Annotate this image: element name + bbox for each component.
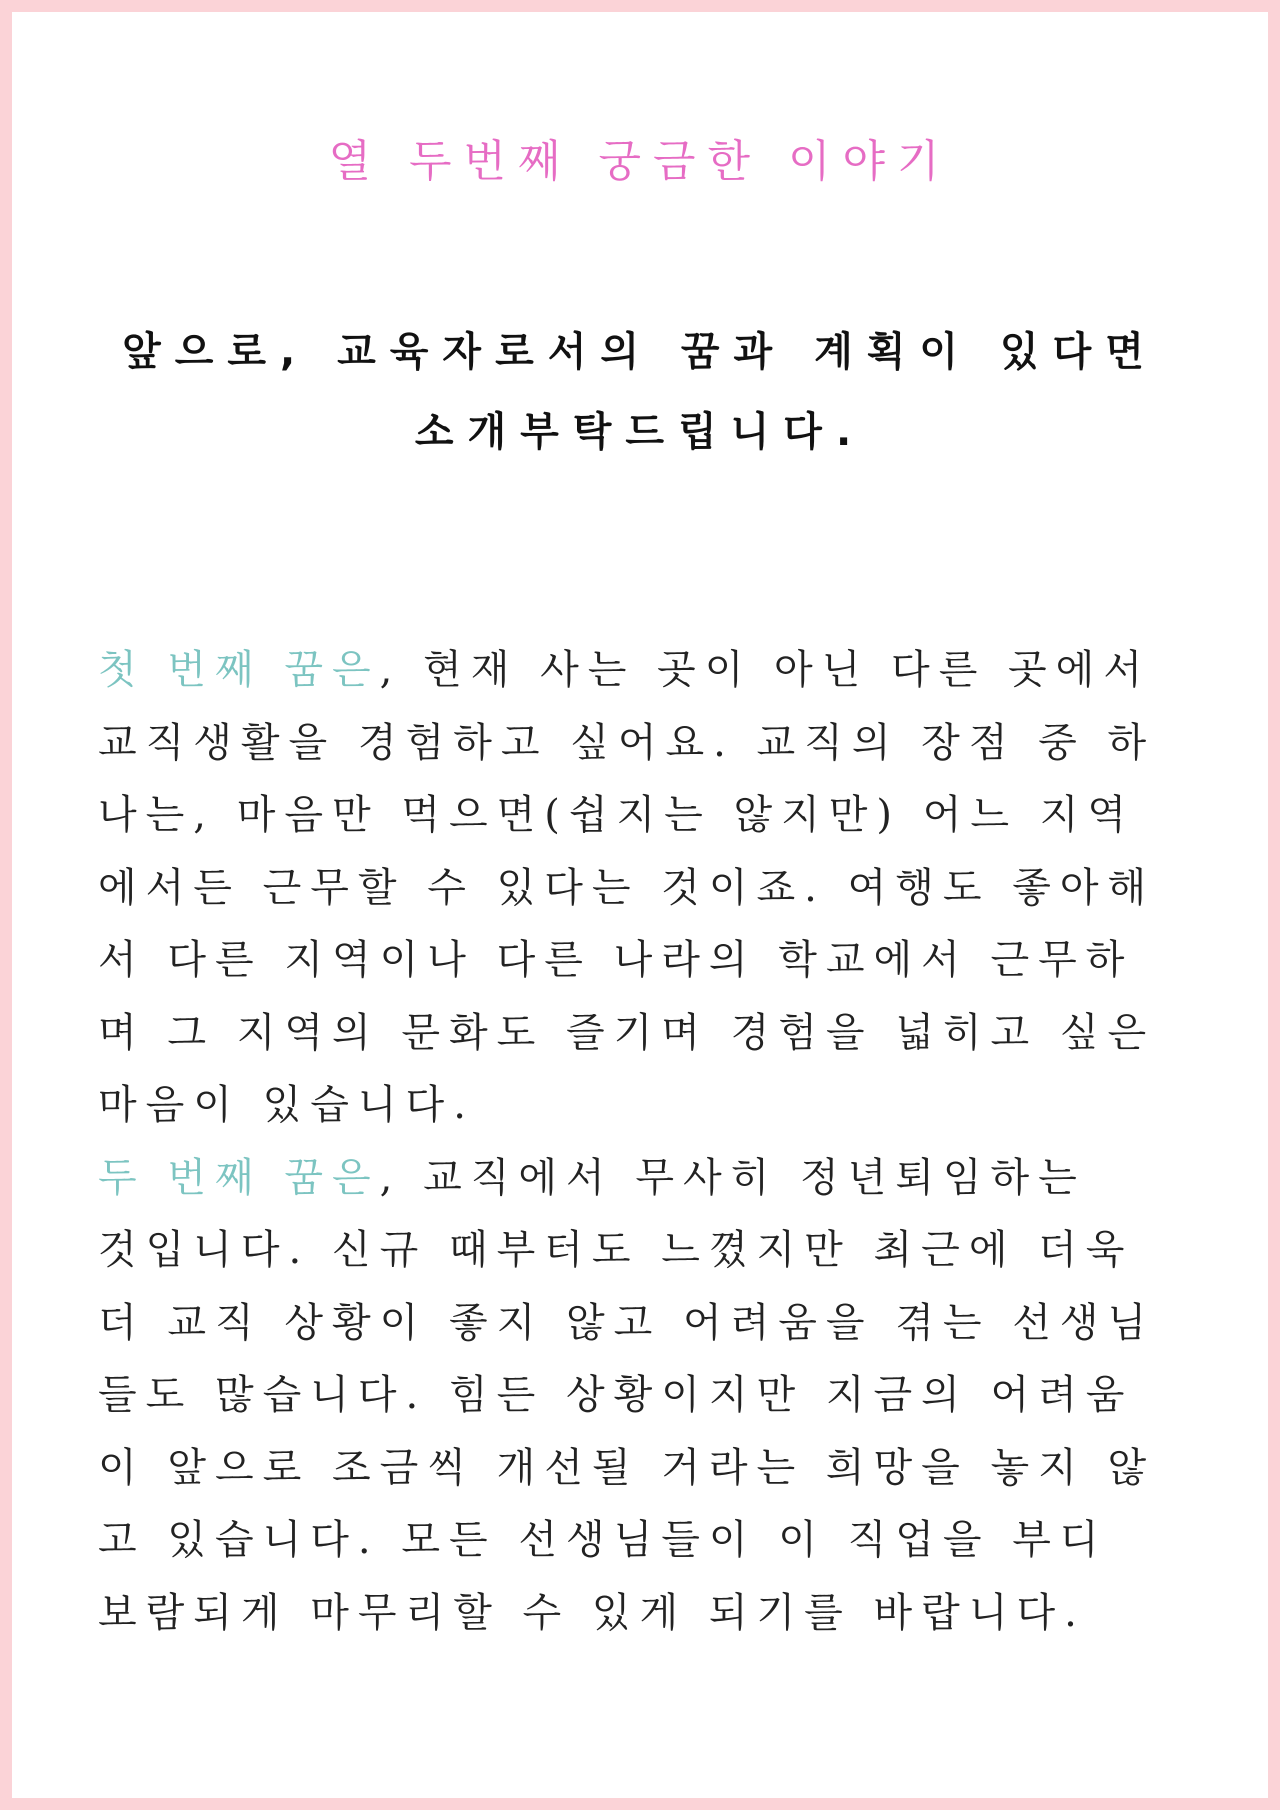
first-dream-label: 첫 번째 꿈은	[98, 647, 380, 693]
paragraph-2-line-3: 더 교직 상황이 좋지 않고 어려움을 겪는 선생님	[98, 1299, 1156, 1346]
paragraph-2-line-1-text: , 교직에서 무사히 정년퇴임하는	[379, 1154, 1086, 1201]
paragraph-1-line-6: 며 그 지역의 문화도 즐기며 경험을 넓히고 싶은	[98, 1009, 1156, 1056]
paragraph-1-line-4: 에서든 근무할 수 있다는 것이죠. 여행도 좋아해	[98, 864, 1156, 911]
paragraph-2-line-2: 것입니다. 신규 때부터도 느꼈지만 최근에 더욱	[98, 1227, 1134, 1273]
second-dream-label: 두 번째 꿈은	[98, 1154, 380, 1201]
paragraph-2-line-7: 보람되게 마무리할 수 있게 되기를 바랍니다.	[98, 1589, 1086, 1636]
paragraph-1-line-5: 서 다른 지역이나 다른 나라의 학교에서 근무하	[98, 937, 1134, 983]
paragraph-1-line-1-text: , 현재 사는 곳이 아닌 다른 곳에서	[379, 647, 1151, 693]
paragraph-1-line-2: 교직생활을 경험하고 싶어요. 교직의 장점 중 하	[98, 719, 1156, 766]
document-page	[12, 12, 1268, 1798]
answer-body	[98, 634, 1198, 1649]
paragraph-2-line-1	[98, 1142, 1198, 1215]
paragraph-1-line-7: 마음이 있습니다.	[98, 1082, 475, 1128]
question-heading	[12, 312, 1268, 472]
paragraph-1-line-1	[98, 634, 1198, 707]
paragraph-2-line-6: 고 있습니다. 모든 선생님들이 이 직업을 부디	[98, 1517, 1108, 1563]
question-line-1: 앞으로, 교육자로서의 꿈과 계획이 있다면	[122, 329, 1158, 375]
paragraph-1-line-3: 나는, 마음만 먹으면(쉽지는 않지만) 어느 지역	[98, 792, 1136, 838]
question-line-2: 소개부탁드립니다.	[414, 409, 866, 455]
paragraph-2-line-5: 이 앞으로 조금씩 개선될 거라는 희망을 놓지 않	[98, 1444, 1156, 1491]
paragraph-2-line-4: 들도 많습니다. 힘든 상황이지만 지금의 어려움	[98, 1372, 1134, 1418]
page-title: 열 두번째 궁금한 이야기	[328, 136, 952, 187]
